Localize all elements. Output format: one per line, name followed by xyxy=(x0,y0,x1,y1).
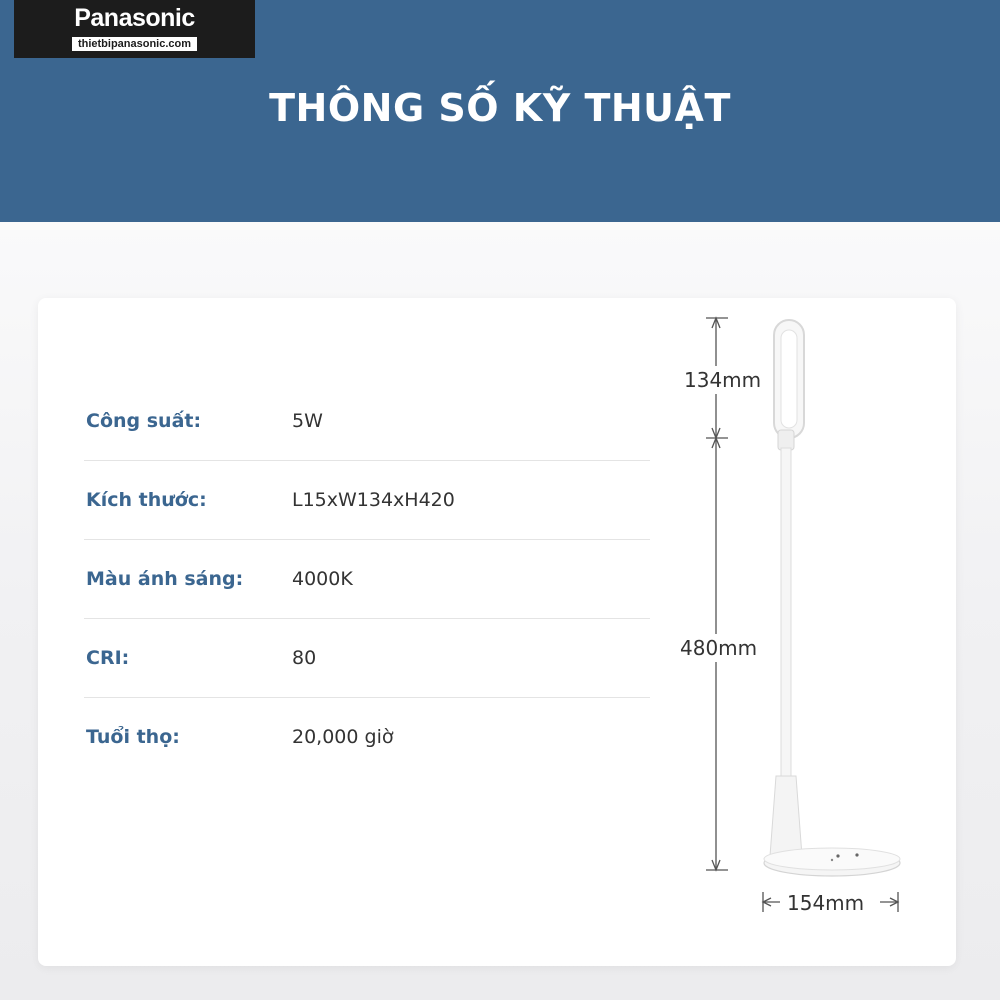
lamp-pole xyxy=(781,448,791,778)
brand-name: Panasonic xyxy=(74,4,195,32)
spec-value: L15xW134xH420 xyxy=(292,489,455,511)
spec-row-power xyxy=(84,382,650,461)
spec-row-cri xyxy=(84,619,650,698)
brand-website: thietbipanasonic.com xyxy=(72,37,197,51)
spec-row-size xyxy=(84,461,650,540)
base-width-label: 154mm xyxy=(787,891,865,915)
total-height-label: 480mm xyxy=(680,636,758,660)
spec-label: CRI: xyxy=(86,647,130,669)
page-title: THÔNG SỐ KỸ THUẬT xyxy=(269,86,731,130)
height-dimension-line xyxy=(706,318,728,870)
spec-value: 4000K xyxy=(292,568,353,590)
spec-value: 5W xyxy=(292,410,323,432)
lamp-base-column xyxy=(770,776,802,856)
spec-row-lifespan xyxy=(84,698,650,777)
spec-value: 20,000 giờ xyxy=(292,726,394,748)
spec-label: Kích thước: xyxy=(86,489,207,511)
spec-table xyxy=(84,382,650,777)
header-banner xyxy=(0,0,1000,222)
spec-row-light-color xyxy=(84,540,650,619)
lamp-illustration xyxy=(660,300,960,930)
spec-label: Công suất: xyxy=(86,410,202,432)
spec-label: Màu ánh sáng: xyxy=(86,568,244,590)
head-height-label: 134mm xyxy=(684,368,762,392)
lamp-dimension-drawing xyxy=(660,300,960,930)
brand-logo[interactable] xyxy=(14,0,255,58)
spec-label: Tuổi thọ: xyxy=(86,726,180,748)
spec-value: 80 xyxy=(292,647,317,669)
